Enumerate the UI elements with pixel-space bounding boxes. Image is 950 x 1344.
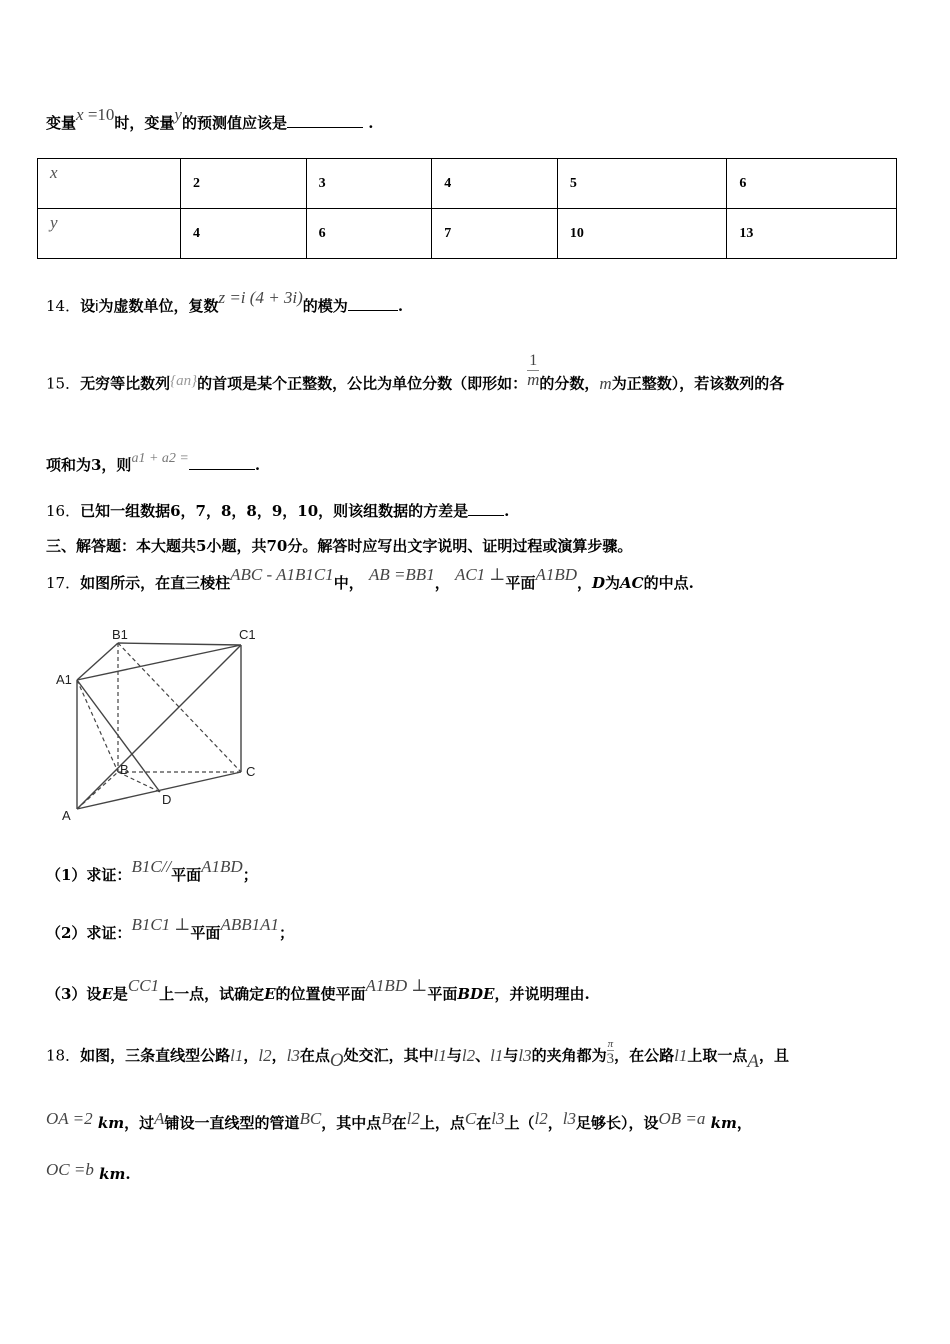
unit-km: km	[97, 1114, 125, 1132]
answer-blank[interactable]	[287, 113, 363, 128]
label-a1: A1	[56, 672, 72, 687]
frac-den: 3	[606, 1051, 615, 1067]
q17-ac: AC	[620, 574, 644, 592]
q18-text: ，	[271, 1046, 287, 1065]
prism-figure	[50, 620, 275, 830]
q15-line1	[46, 352, 785, 403]
table-cell: 4	[181, 209, 307, 259]
label-c1: C1	[239, 627, 256, 642]
math-x-eq-10: x =10	[76, 105, 115, 124]
q16-text: 已知一组数据6，7，8，8，9，10，则该组数据的方差是	[80, 502, 469, 520]
point-e: E	[101, 985, 113, 1003]
q17-part2	[46, 915, 294, 943]
q17-text: 平面	[505, 574, 536, 592]
part-text: ；	[278, 924, 294, 942]
q18-text: ，	[243, 1046, 259, 1065]
edge-a1b1	[77, 643, 118, 680]
q15-text: 为正整数），若该数列的各	[611, 374, 785, 393]
table-cell: 6	[727, 159, 897, 209]
edge-a1c1	[77, 645, 241, 680]
frac-den: m	[527, 370, 540, 389]
question-number: 14．	[46, 297, 81, 315]
answer-blank[interactable]	[189, 455, 255, 470]
math-l1: l1	[674, 1045, 688, 1065]
part-text: 的位置使平面	[275, 985, 366, 1003]
math-l3: l3	[562, 1109, 576, 1128]
q15-line2	[46, 451, 261, 475]
unit-km: km	[710, 1114, 737, 1132]
diag-ac1	[77, 645, 241, 809]
edge-ab	[77, 772, 118, 809]
math-oa: OA =2	[46, 1109, 93, 1128]
part-text: ，并说明理由.	[494, 985, 590, 1003]
math-c: C	[464, 1109, 477, 1128]
q18-text: 、	[475, 1046, 491, 1065]
q18-text: 与	[503, 1046, 519, 1065]
q14-text: .	[397, 297, 404, 315]
q14-text: 的模为	[302, 297, 348, 315]
q18-text: .	[125, 1165, 131, 1183]
question-number: 15．	[46, 374, 81, 393]
table-cell: 7	[432, 209, 558, 259]
table-header-x: x	[38, 159, 181, 209]
q17-text: 如图所示，在直三棱柱	[80, 574, 231, 592]
q18-line2	[46, 1109, 752, 1133]
table-row	[38, 159, 897, 209]
q18-text: 在	[391, 1114, 407, 1132]
q17-part3	[46, 976, 590, 1004]
part-text: 是	[112, 985, 128, 1003]
q17-text: ，	[434, 574, 450, 592]
math-a1bd-perp: A1BD ⊥	[365, 976, 428, 995]
label-c: C	[246, 764, 256, 779]
math-l3: l3	[286, 1045, 300, 1065]
math-l2: l2	[258, 1045, 272, 1065]
math-l1: l1	[490, 1045, 504, 1065]
q13-text: 的预测值应该是	[181, 114, 287, 132]
line-b1c	[118, 643, 241, 772]
q18-text: 处交汇，其中	[343, 1046, 434, 1065]
math-prism: ABC - A1B1C1	[230, 565, 334, 584]
q18-text: 上取一点	[687, 1046, 748, 1065]
q15-text: 项和为3，则	[46, 456, 132, 474]
label-b1: B1	[112, 627, 128, 642]
unit-km: km	[99, 1165, 126, 1183]
math-cc1: CC1	[127, 976, 160, 995]
q18-text: ，在公路	[614, 1046, 675, 1065]
math-b1c1-perp: B1C1 ⊥	[131, 915, 191, 934]
math-l2: l2	[534, 1109, 548, 1128]
table-row	[38, 209, 897, 259]
math-a: A	[154, 1109, 165, 1128]
part-label: （1）求证：	[46, 866, 132, 884]
label-a: A	[62, 808, 71, 823]
question-number: 16．	[46, 502, 81, 520]
math-complex-z: z =i (4 + 3i)	[218, 288, 303, 307]
math-l2: l2	[461, 1045, 476, 1065]
q14-i: i	[95, 298, 99, 315]
table-cell: 5	[557, 159, 727, 209]
q18-text: 上，点	[419, 1114, 465, 1132]
q18-text: 足够长），设	[576, 1114, 659, 1132]
part-text: 上一点，试确定	[159, 985, 265, 1003]
q15-text: .	[254, 456, 261, 474]
math-bc: BC	[299, 1109, 322, 1128]
q18-text: ，其中点	[321, 1114, 382, 1132]
q18-text: 与	[446, 1046, 462, 1065]
q16-text: .	[504, 502, 510, 520]
math-seq-an: {an}	[170, 372, 198, 389]
q18-text: ，	[736, 1114, 752, 1132]
q18-text: ，	[547, 1114, 563, 1132]
q16-line	[46, 500, 509, 521]
answer-blank[interactable]	[348, 296, 398, 311]
math-b: B	[381, 1109, 392, 1128]
q14-line	[46, 288, 404, 316]
q17-text: 中，	[333, 574, 364, 592]
q18-text: 在点	[299, 1046, 330, 1065]
part-text: 平面	[190, 924, 221, 942]
q18-text: 如图，三条直线型公路	[80, 1046, 231, 1065]
part-text: 平面	[427, 985, 458, 1003]
math-b1c-parallel: B1C//	[131, 857, 172, 876]
q17-text: 的中点.	[643, 574, 694, 592]
part-text: 平面	[171, 866, 202, 884]
table-cell: 2	[181, 159, 307, 209]
answer-blank[interactable]	[468, 501, 504, 516]
math-o: O	[329, 1049, 344, 1071]
q14-text: 设	[80, 297, 96, 315]
table-cell: 6	[306, 209, 432, 259]
math-m: m	[599, 373, 612, 393]
table-header-y: y	[38, 209, 181, 259]
q18-text: ，且	[758, 1046, 789, 1065]
q14-text: 为虚数单位，复数	[98, 297, 219, 315]
frac-num: 1	[529, 352, 538, 369]
math-abb1a1: ABB1A1	[220, 915, 279, 934]
math-a1bd: A1BD	[535, 565, 577, 584]
math-l2: l2	[406, 1109, 420, 1128]
part-label: （3）设	[46, 985, 102, 1003]
q13-line	[46, 105, 374, 133]
q18-text: 上（	[504, 1114, 535, 1132]
math-l1: l1	[433, 1045, 447, 1065]
q17-part1	[46, 857, 258, 885]
math-a1bd: A1BD	[201, 857, 243, 876]
math-ab-bb1: AB =BB1	[368, 565, 435, 584]
math-l1: l1	[230, 1045, 244, 1065]
frac-num: π	[607, 1038, 614, 1050]
q18-line1	[46, 1038, 789, 1072]
q15-text: 的分数，	[539, 374, 600, 393]
q15-text: 的首项是某个正整数，公比为单位分数（即形如：	[197, 374, 528, 393]
table-cell: 4	[432, 159, 558, 209]
math-l3: l3	[518, 1045, 532, 1065]
math-ob: OB =a	[658, 1109, 706, 1128]
q18-text: ，过	[124, 1114, 155, 1132]
q13-text: 变量	[46, 114, 77, 132]
plane-bde: BDE	[457, 985, 495, 1003]
q17-text: ，	[576, 574, 592, 592]
q18-text: 的夹角都为	[531, 1046, 607, 1065]
fraction-1-over-m	[527, 352, 539, 389]
q13-text: .	[368, 114, 374, 132]
label-b: B	[120, 762, 129, 777]
math-y: y	[174, 105, 182, 124]
math-a: A	[747, 1050, 759, 1072]
table-cell: 13	[727, 209, 897, 259]
edge-b1c1	[118, 643, 241, 645]
q18-line3	[46, 1160, 131, 1184]
q13-text: 时，变量	[114, 114, 175, 132]
question-number: 17．	[46, 574, 81, 592]
math-a1-plus-a2: a1 + a2 =	[131, 451, 189, 466]
section-heading	[46, 535, 632, 556]
q18-text: 在	[476, 1114, 492, 1132]
q15-text: 无穷等比数列	[80, 374, 171, 393]
table-cell: 3	[306, 159, 432, 209]
q17-text: 为	[605, 574, 621, 592]
table-cell: 10	[557, 209, 727, 259]
question-number: 18．	[46, 1046, 81, 1065]
label-d: D	[162, 792, 172, 807]
data-table	[37, 158, 897, 259]
point-e: E	[264, 985, 276, 1003]
math-ac1-perp: AC1 ⊥	[454, 565, 506, 584]
q17-line	[46, 565, 694, 593]
math-oc: OC =b	[46, 1160, 94, 1179]
part-label: （2）求证：	[46, 924, 132, 942]
section-3-title: 三、解答题：本大题共5小题，共70分。解答时应写出文字说明、证明过程或演算步骤。	[46, 537, 633, 555]
math-l3: l3	[491, 1109, 505, 1128]
q18-text: 铺设一直线型的管道	[164, 1114, 300, 1132]
q17-point-d: D	[592, 574, 606, 592]
fraction-pi-over-3	[607, 1038, 615, 1067]
part-text: ；	[242, 866, 258, 884]
